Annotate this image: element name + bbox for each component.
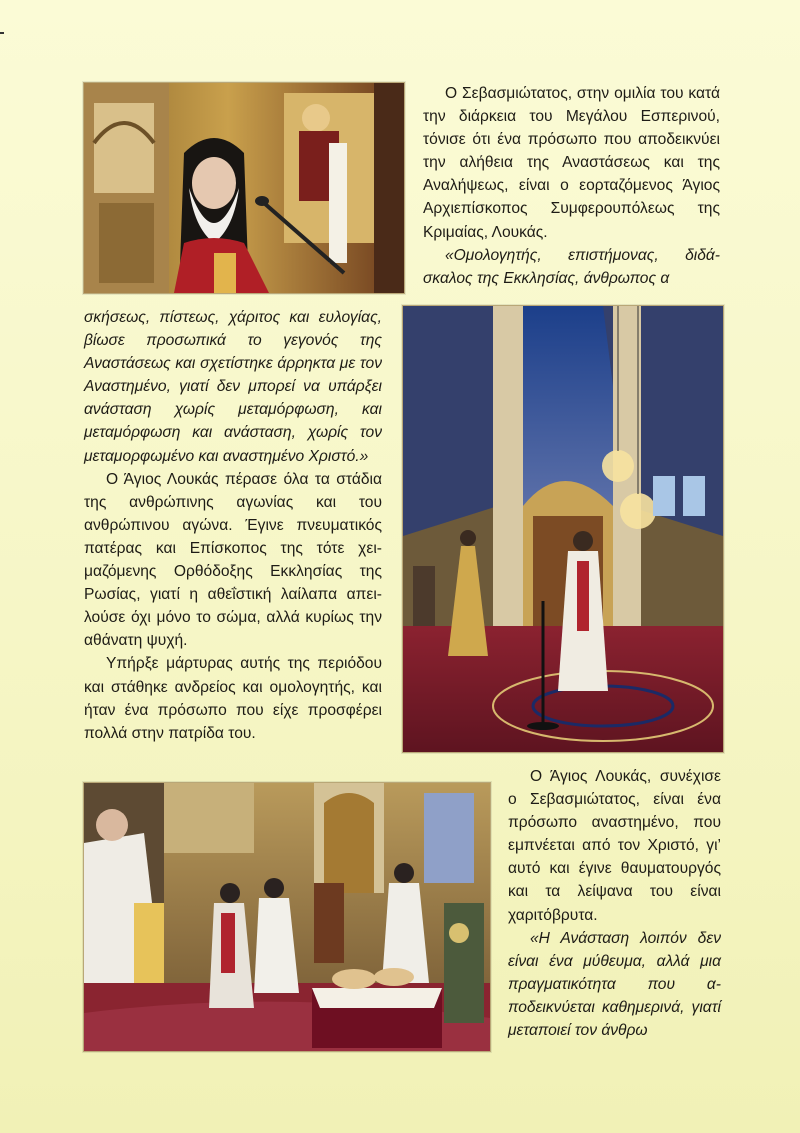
margin-tick: [0, 32, 4, 34]
photo-bishop-speaking: [83, 82, 405, 294]
paragraph-2-start: «Ομολογητής, επιστήμονας, διδάσκαλος της Εκκλησίας, άνθρωπος α: [423, 246, 720, 287]
paragraph-3: Ο Άγιος Λουκάς πέρασε όλα τα στάδια της ανθρώπινης αγωνίας και του ανθρώπινου αγώνα. Έγινε πνευματικός πατέρας και Επίσκοπος της τότε χειμαζόμενης Ορθόδοξης Εκκλησίας της Ρωσίας, γιατί η αθεΐστική λαίλαπα απειλούσε όχι μόνο το σώμα, αλλά κυρίως την αθάνατη ψυχή.: [84, 470, 382, 650]
paragraph-1: Ο Σεβασμιώτατος, στην ομιλία του κατά την διάρκεια του Μεγάλου Εσπερινού, τόνισε ότι ένα πρόσωπο που αποδεικνύει την αλήθεια της Αναστάσεως και της Αναλήψεως, είναι ο εορταζόμενος Άγιος Αρχιεπίσκοπος Συμφερουπόλεως της Κριμαίας, Λουκάς.: [423, 85, 720, 241]
text-column-middle-left: [84, 306, 382, 745]
photo-artoklasia-icon: [84, 783, 490, 1051]
text-column-bottom-right: [508, 765, 721, 1042]
text-column-top-right: [423, 82, 720, 290]
photo-bishop-speaking-icon: [84, 83, 404, 293]
paragraph-4: Υπήρξε μάρτυρας αυτής της περιόδου και στάθηκε ανδρείος και ομολογητής, και ήταν ένα πρόσωπο που είχε προσφέρει πολλά στην πατρίδα του.: [84, 655, 382, 742]
paragraph-2-continued: σκήσεως, πίστεως, χάριτος και ευλογίας, βίωσε προσωπικά το γεγονός της Αναστάσεως και σχετίστηκε άρρηκτα με τον Αναστημένο, γιατί δεν μπορεί να υπάρξει ανάσταση χωρίς μεταμόρφωση, και μεταμόρφωση και ανάσταση, χωρίς τον μεταμορφωμένο και αναστημένο Χριστό.»: [84, 309, 382, 465]
paragraph-6: «Η Ανάσταση λοιπόν δεν είναι ένα μύθευμα, αλλά μια πραγματικότητα που αποδεικνύεται καθημερινά, γιατί μεταποιεί τον άνθρω: [508, 929, 721, 1040]
photo-church-interior: [402, 305, 724, 753]
photo-church-interior-icon: [403, 306, 723, 752]
photo-artoklasia: [83, 782, 491, 1052]
paragraph-5: Ο Άγιος Λουκάς, συνέχισε ο Σεβασμιώτατος, είναι ένα πρόσωπο αναστημένο, που εμπνέεται από τον Χριστό, γι’ αυτό και έγινε θαυματουργός και τα λείψανα του είναι χαριτόβρυτα.: [508, 768, 721, 924]
